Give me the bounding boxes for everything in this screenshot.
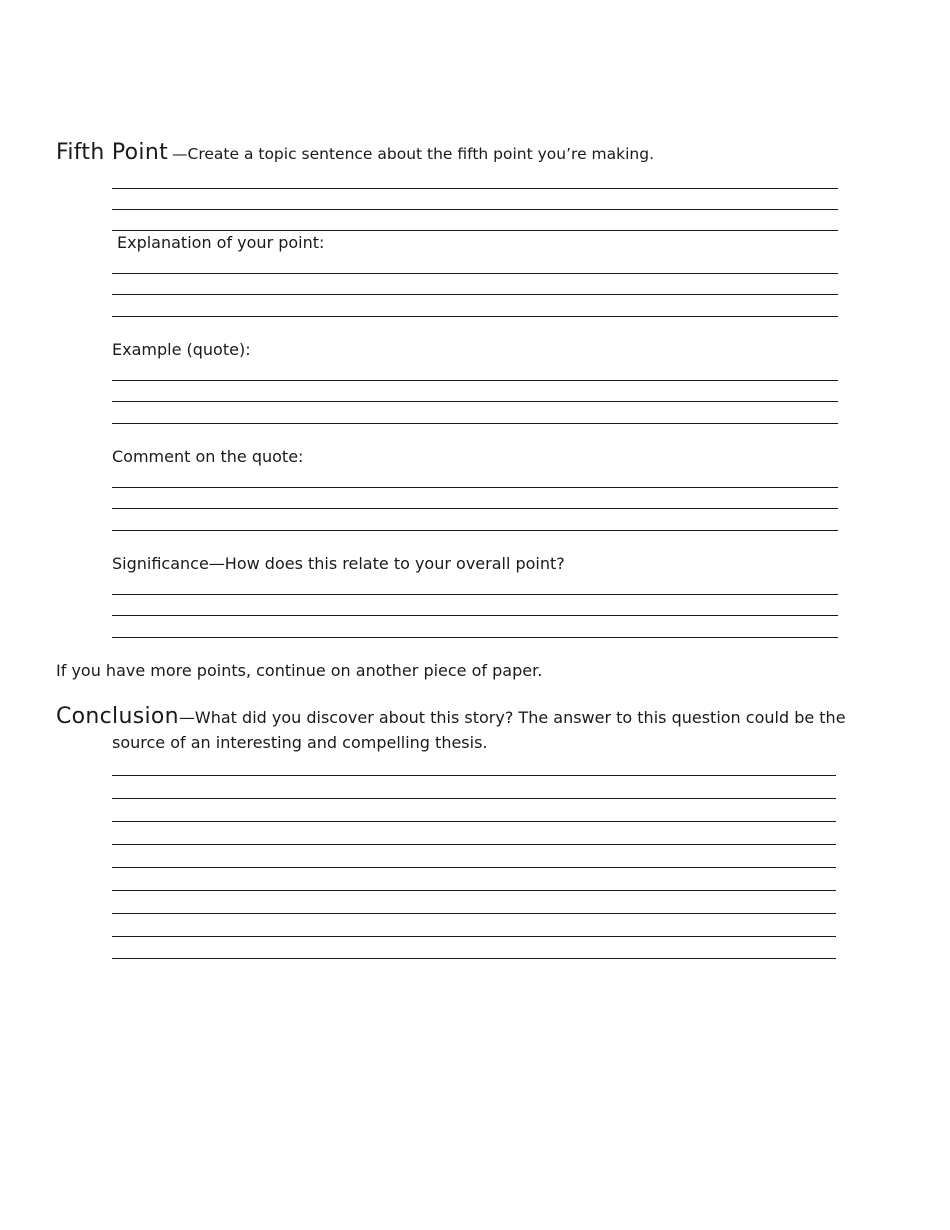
writing-line-example-3[interactable] [112,423,838,424]
writing-line-conclusion-6[interactable] [112,890,836,891]
fifth-point-heading [56,140,654,165]
explanation-label: Explanation of your point: [117,233,325,252]
fifth-point-title: Fifth Point [56,140,169,165]
writing-line-significance-1[interactable] [112,594,838,595]
comment-label: Comment on the quote: [112,447,304,466]
writing-line-comment-2[interactable] [112,508,838,509]
writing-line-comment-3[interactable] [112,530,838,531]
example-label: Example (quote): [112,340,251,359]
writing-line-explanation-1[interactable] [112,273,838,274]
fifth-point-subtitle: —Create a topic sentence about the fifth point you’re making. [172,145,654,163]
conclusion-prompt-line1: —What did you discover about this story? The answer to this question could be the [178,708,846,727]
conclusion-prompt-line2: source of an interesting and compelling thesis. [112,733,488,752]
conclusion-title: Conclusion [56,704,179,729]
writing-line-conclusion-4[interactable] [112,844,836,845]
continue-note: If you have more points, continue on another piece of paper. [56,661,543,680]
writing-line-explanation-3[interactable] [112,316,838,317]
writing-line-conclusion-5[interactable] [112,867,836,868]
writing-line-topic-3[interactable] [112,230,838,231]
writing-line-explanation-2[interactable] [112,294,838,295]
writing-line-conclusion-3[interactable] [112,821,836,822]
writing-line-example-1[interactable] [112,380,838,381]
writing-line-example-2[interactable] [112,401,838,402]
conclusion-heading [56,704,846,729]
writing-line-significance-3[interactable] [112,637,838,638]
significance-label: Significance—How does this relate to your overall point? [112,554,565,573]
writing-line-conclusion-8[interactable] [112,936,836,937]
writing-line-conclusion-9[interactable] [112,958,836,959]
writing-line-topic-2[interactable] [112,209,838,210]
writing-line-conclusion-2[interactable] [112,798,836,799]
writing-line-conclusion-1[interactable] [112,775,836,776]
writing-line-topic-1[interactable] [112,188,838,189]
writing-line-comment-1[interactable] [112,487,838,488]
writing-line-significance-2[interactable] [112,615,838,616]
writing-line-conclusion-7[interactable] [112,913,836,914]
